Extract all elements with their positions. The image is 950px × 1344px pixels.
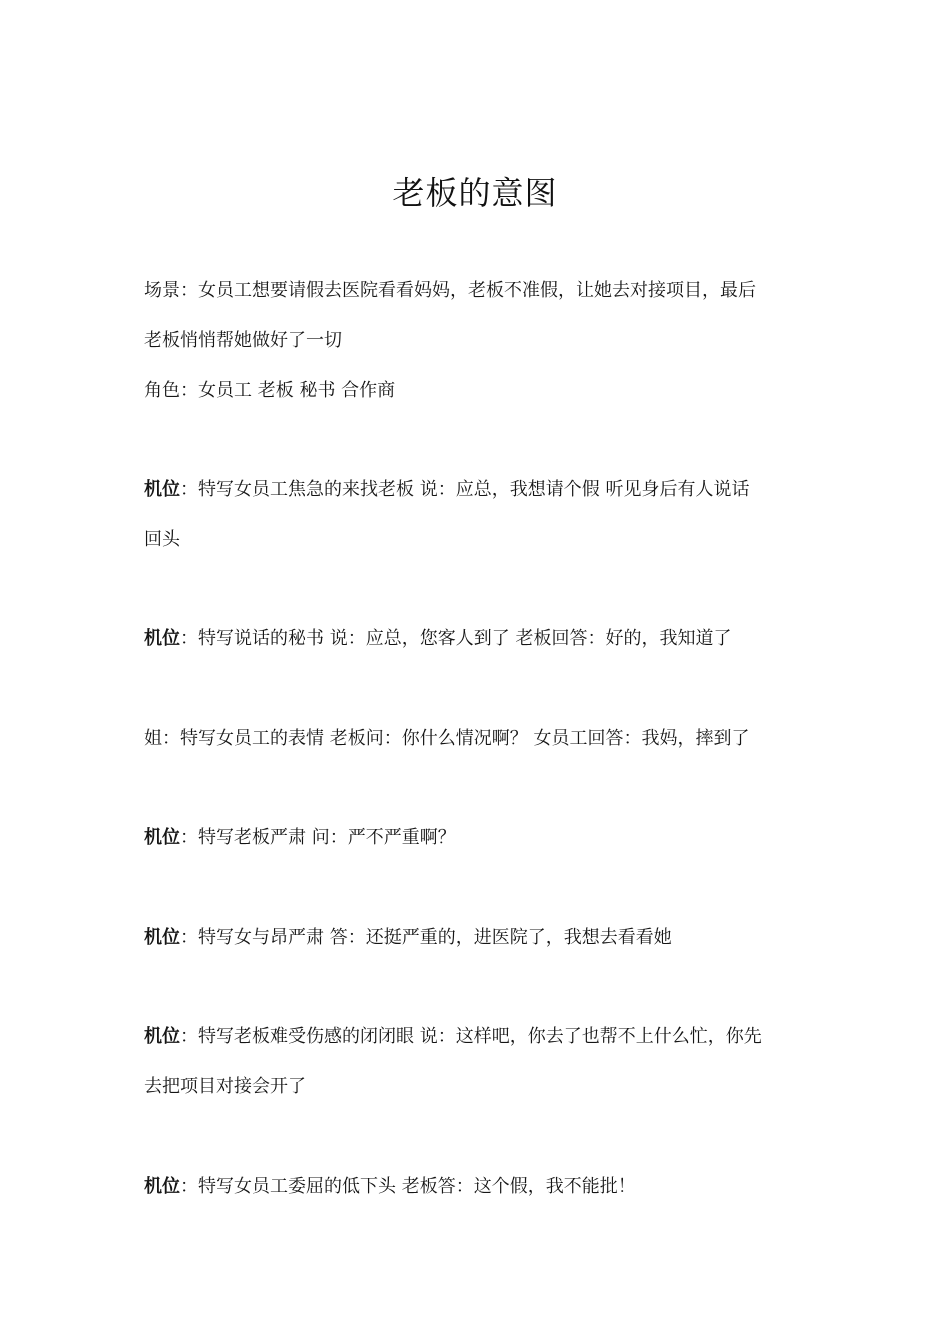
shot-2-text: ：特写说话的秘书 说：应总，您客人到了 老板回答：好的，我知道了: [180, 628, 732, 649]
document-title: 老板的意图: [392, 174, 558, 212]
shot-7-line-1: [144, 1174, 824, 1200]
scene-line-1: 场景：女员工想要请假去医院看看妈妈，老板不准假，让她去对接项目，最后: [144, 280, 756, 301]
shot-1-label: 机位: [144, 479, 180, 500]
shot-1-line-1: [144, 477, 824, 503]
shot-1-line-2: 回头: [144, 529, 180, 550]
shot-6-text: ：特写老板难受伤感的闭闭眼 说：这样吧，你去了也帮不上什么忙，你先: [180, 1026, 762, 1047]
shot-1-text: ：特写女员工焦急的来找老板 说：应总，我想请个假 听见身后有人说话: [180, 479, 750, 500]
shot-6-label: 机位: [144, 1026, 180, 1047]
shot-2-line-1: [144, 626, 824, 652]
shot-3-line-1: [144, 726, 824, 752]
shot-7-label: 机位: [144, 1176, 180, 1197]
shot-4-line-1: [144, 825, 824, 851]
roles-line: 角色：女员工 老板 秘书 合作商: [144, 380, 396, 401]
shot-5-line-1: [144, 925, 824, 951]
shot-6-line-1: [144, 1024, 824, 1050]
shot-3-text: 姐：特写女员工的表情 老板问：你什么情况啊？ 女员工回答：我妈，摔到了: [144, 728, 750, 749]
shot-2-label: 机位: [144, 628, 180, 649]
shot-5-text: ：特写女与昂严肃 答：还挺严重的，进医院了，我想去看看她: [180, 927, 672, 948]
shot-7-text: ：特写女员工委屈的低下头 老板答：这个假，我不能批！: [180, 1176, 636, 1197]
shot-5-label: 机位: [144, 927, 180, 948]
shot-6-line-2: 去把项目对接会开了: [144, 1076, 306, 1097]
scene-line-2: 老板悄悄帮她做好了一切: [144, 330, 342, 351]
shot-4-label: 机位: [144, 827, 180, 848]
shot-4-text: ：特写老板严肃 问：严不严重啊？: [180, 827, 456, 848]
